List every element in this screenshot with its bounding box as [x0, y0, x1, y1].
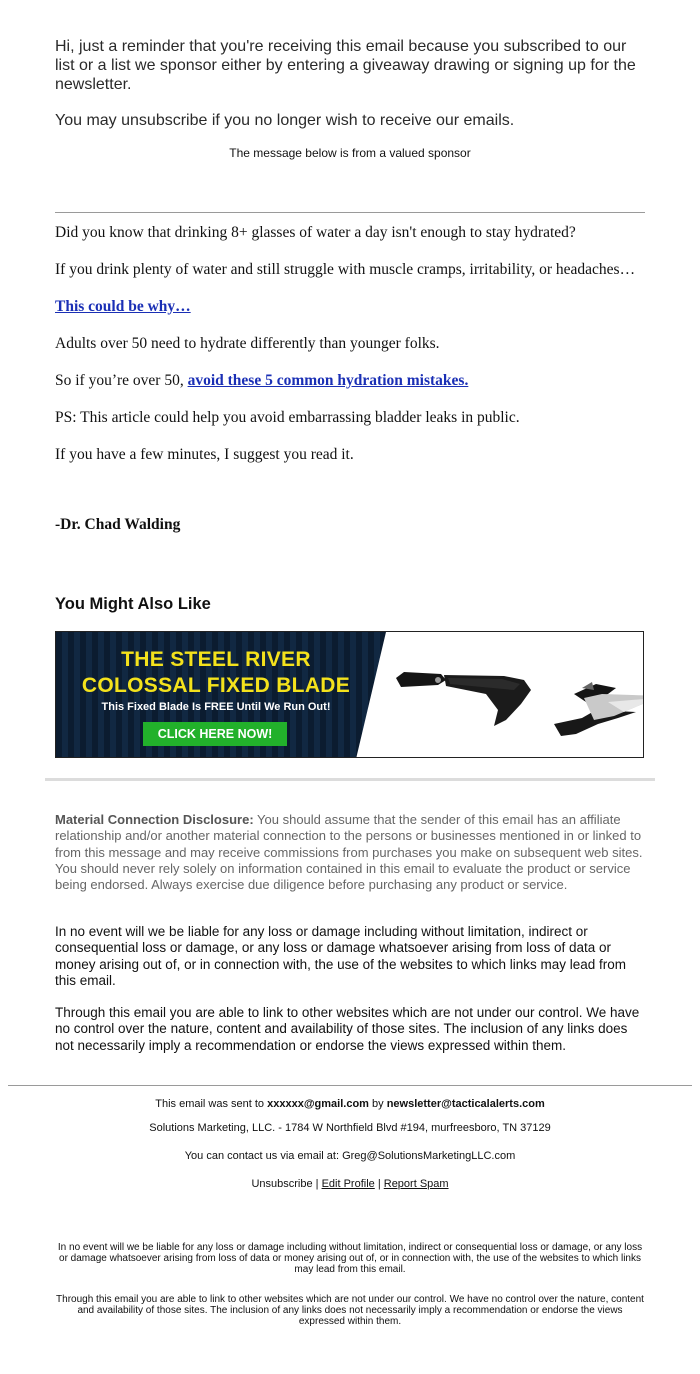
article-paragraph: Adults over 50 need to hydrate differently than younger folks.	[55, 335, 440, 352]
banner-title-line1: THE STEEL RIVER	[121, 648, 311, 671]
recipient-email: xxxxxx@gmail.com	[267, 1098, 369, 1110]
knife-image	[386, 632, 644, 757]
article-body	[55, 223, 645, 482]
fine-print-links: Through this email you are able to link to other websites which are not under our control. We have no control over the nature, content and availability of those sites. The inclusion of any links does not necessarily imply a recommendation or endorse the views expressed within them.	[56, 1294, 644, 1327]
liability-disclaimer	[55, 924, 647, 989]
intro-block	[55, 37, 645, 130]
sent-prefix: This email was sent to	[155, 1098, 268, 1110]
separator: |	[312, 1178, 322, 1190]
footer-links	[0, 1178, 700, 1190]
sponsor-note: The message below is from a valued sponsor	[229, 146, 471, 160]
fine-print-liability: In no event will we be liable for any loss or damage including without limitation, indirect or consequential loss or damage, or any loss or damage whatsoever arising from loss of data or money arising out of, or in connection with, the use of the websites to which links may lead from this email.	[57, 1242, 643, 1275]
intro-unsubscribe-text: You may unsubscribe if you no longer wish to receive our emails.	[55, 112, 515, 129]
this-could-be-why-link[interactable]: This could be why…	[55, 298, 191, 315]
promo-banner[interactable]	[55, 631, 644, 758]
disclosure-label: Material Connection Disclosure:	[55, 812, 254, 827]
edit-profile-link[interactable]: Edit Profile	[321, 1178, 375, 1190]
article-paragraph: PS: This article could help you avoid embarrassing bladder leaks in public.	[55, 409, 520, 426]
intro-reminder-text: Hi, just a reminder that you're receiving this email because you subscribed to our list or a list we sponsor either by entering a giveaway drawing or signing up for the newsletter.	[55, 38, 636, 93]
report-spam-link[interactable]: Report Spam	[383, 1178, 449, 1190]
article-paragraph: If you drink plenty of water and still struggle with muscle cramps, irritability, or headaches…	[55, 261, 636, 278]
article-paragraph: Did you know that drinking 8+ glasses of water a day isn't enough to stay hydrated?	[55, 224, 576, 241]
signature: -Dr. Chad Walding	[55, 516, 181, 533]
article-paragraph: If you have a few minutes, I suggest you read it.	[55, 446, 354, 463]
divider	[55, 212, 645, 213]
unsubscribe-link[interactable]: Unsubscribe	[251, 1178, 313, 1190]
company-address: Solutions Marketing, LLC. - 1784 W Northfield Blvd #194, murfreesboro, TN 37129	[149, 1122, 551, 1134]
article-text: So if you’re over 50,	[55, 372, 188, 389]
hydration-mistakes-link[interactable]: avoid these 5 common hydration mistakes.	[187, 372, 469, 389]
sender-email: newsletter@tacticalalerts.com	[386, 1098, 545, 1110]
banner-subtitle: This Fixed Blade Is FREE Until We Run Out!	[101, 701, 331, 713]
click-here-now-button[interactable]: CLICK HERE NOW!	[143, 722, 287, 746]
liability-text: In no event will we be liable for any loss or damage including without limitation, indirect or consequential loss or damage, or any loss or damage whatsoever arising from loss of data or money arising out of, or in connection with, the use of the websites to which links may lead from this email.	[55, 924, 627, 988]
you-might-also-like-heading: You Might Also Like	[55, 595, 211, 613]
contact-line: You can contact us via email at: Greg@SolutionsMarketingLLC.com	[184, 1150, 516, 1162]
sent-to-line	[0, 1098, 700, 1110]
article-paragraph	[55, 371, 645, 390]
sheathed-knife-icon	[396, 672, 531, 726]
external-links-disclaimer	[55, 1005, 647, 1054]
section-divider	[45, 778, 655, 781]
sent-by: by	[368, 1098, 387, 1110]
banner-title-line2: COLOSSAL FIXED BLADE	[81, 674, 351, 697]
unsheathed-knife-icon	[554, 682, 644, 736]
separator: |	[374, 1178, 384, 1190]
disclosure-text: You should assume that the sender of this email has an affiliate relationship and/or another material connection to the persons or businesses mentioned in or linked to from this message and may receive commissions from purchases you make on subsequent web sites. You should never rely solely on information contained in this email to evaluate the product or service being endorsed. Always exercise due diligence before purchasing any product or service.	[55, 812, 643, 893]
external-links-text: Through this email you are able to link to other websites which are not under our control. We have no control over the nature, content and availability of those sites. The inclusion of any links does not necessarily imply a recommendation or endorse the views expressed within them.	[55, 1005, 640, 1053]
material-connection-disclosure	[55, 812, 647, 893]
footer-divider	[8, 1085, 692, 1086]
